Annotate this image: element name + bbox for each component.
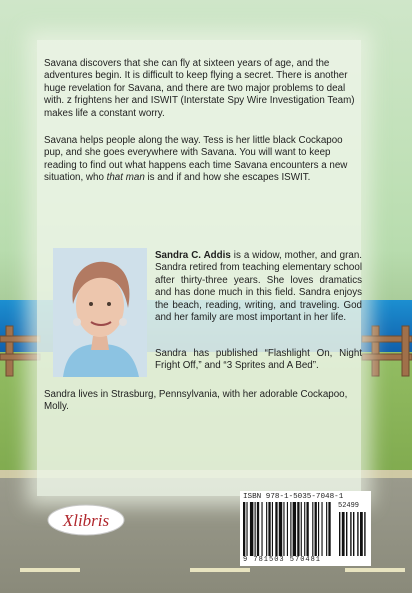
synopsis-text-end: is and if and how she escapes ISWIT. <box>144 172 311 184</box>
author-bio-text: is a widow, mother, and gran. Sandra retired from teaching elementary school after thirty-three years. She loves dramatics and has done much in this field. Sandra enjoys the beach, reading, writing, and traveling. God and her family are most important in her life. <box>155 250 362 324</box>
author-publications: Sandra has published “Flashlight On, Night Fright Off,” and “3 Sprites and A Bed”. <box>155 348 362 372</box>
synopsis-text: Savana helps people along the way. Tess is her little black Cockapoo pup, and she goes everywhere with Savana. You will want to keep reading to find out what happens each time Savana encounters a new situation, who <box>44 135 348 184</box>
author-location: Sandra lives in Strasburg, Pennsylvania, with her adorable Cockapoo, Molly. <box>44 389 348 413</box>
synopsis-emphasis: that man <box>106 172 145 184</box>
road-line <box>345 568 405 572</box>
price-code: 52499 <box>338 502 360 510</box>
ean-digits: 9 781503 570481 <box>243 556 322 564</box>
isbn-text: ISBN 978-1-5035-7048-1 <box>243 493 344 501</box>
road-line <box>190 568 250 572</box>
xlibris-logo-icon <box>46 503 126 537</box>
publisher-logo-text: Xlibris <box>62 511 110 530</box>
road-line <box>20 568 80 572</box>
synopsis-paragraph-2 <box>44 135 362 185</box>
author-bio <box>155 250 362 324</box>
author-photo <box>53 248 147 377</box>
author-name: Sandra C. Addis <box>155 250 231 261</box>
barcode-icon <box>243 502 367 556</box>
synopsis-paragraph-1: Savana discovers that she can fly at sixteen years of age, and the adventures begin. It is difficult to keep flying a secret. There is another huge revelation for Savana, and there are two major problems to deal with. z frightens her and ISWIT (Interstate Spy Wire Investigation Team) makes life a constant worry. <box>44 58 355 119</box>
